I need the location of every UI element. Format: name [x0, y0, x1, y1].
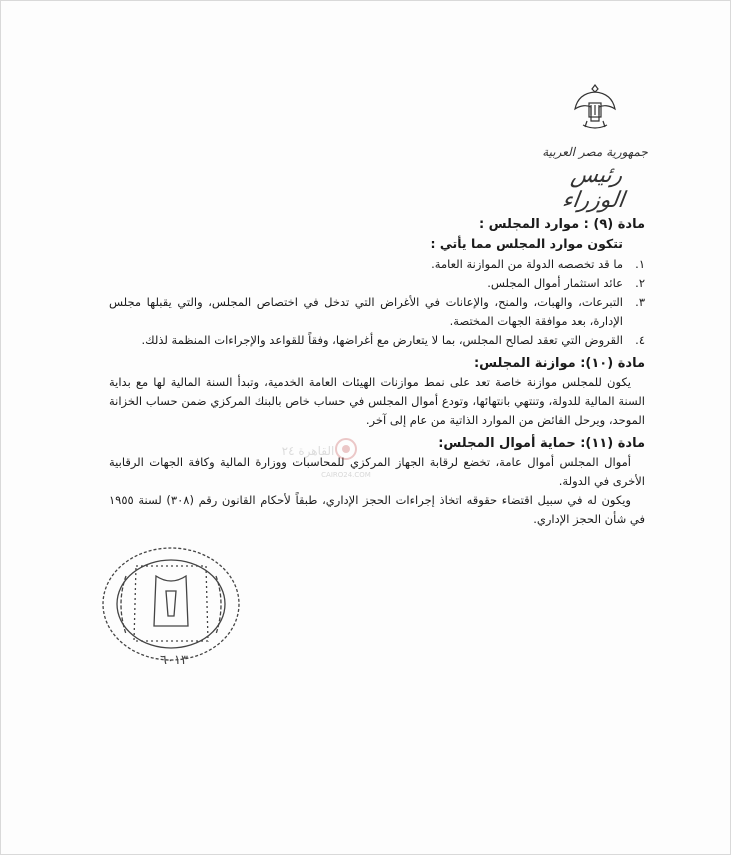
- list-item-number: ٤.: [635, 333, 645, 347]
- article-9-title: مادة (٩) : موارد المجلس :: [478, 217, 645, 232]
- list-item-number: ١.: [635, 257, 645, 271]
- letterhead: [540, 81, 650, 213]
- article-11-paragraph-2: ويكون له في سبيل اقتضاء حقوقه اتخاذ إجراءات الحجز الإداري، طبقاً لأحكام القانون رقم (٣٠٨) لسنة ١٩٥٥ في شأن الحجز الإداري.: [109, 493, 645, 526]
- seal-number: ٦٠١٣: [160, 653, 188, 668]
- list-item-number: ٣.: [635, 295, 645, 309]
- list-item-number: ٢.: [635, 276, 645, 290]
- article-9-subtitle: تتكون موارد المجلس مما يأتي :: [430, 236, 623, 251]
- list-item: [109, 331, 645, 350]
- list-item: [109, 274, 645, 293]
- article-10-paragraph: يكون للمجلس موازنة خاصة تعد على نمط موازنات الهيئات العامة الخدمية، وتبدأ السنة المالية لها مع بداية السنة المالية للدولة، وتنتهي بانتهائها، وتودع أموال المجلس في حساب خاص بالبنك المركزي ضمن حساب الخزانة الموحد، ويرحل الفائض من الموارد الذاتية من عام إلى آخر.: [109, 375, 645, 427]
- list-item-text: عائد استثمار أموال المجلس.: [487, 276, 623, 290]
- list-item: [109, 293, 645, 331]
- letterhead-country: جمهورية مصر العربية: [542, 145, 648, 159]
- article-11-title: مادة (١١): حماية أموال المجلس:: [438, 436, 645, 451]
- article-11-paragraph-1: أموال المجلس أموال عامة، تخضع لرقابة الجهاز المركزي للمحاسبات ووزارة المالية وكافة الجهات الرقابية الأخرى في الدولة.: [109, 455, 645, 488]
- list-item-text: القروض التي تعقد لصالح المجلس، بما لا يتعارض مع أغراضها، وفقاً للقواعد والإجراءات المنظمة لذلك.: [141, 333, 623, 347]
- watermark-brand: القاهرة ٢٤: [281, 444, 335, 458]
- article-10-title: مادة (١٠): موازنة المجلس:: [473, 356, 645, 371]
- list-item: [109, 255, 645, 274]
- official-seal-icon: [96, 546, 246, 671]
- list-item-text: التبرعات، والهبات، والمنح، والإعانات في الأغراض التي تدخل في اختصاص المجلس، والتي يقبلها مجلس الإدارة، بعد موافقة الجهات المختصة.: [109, 295, 623, 328]
- watermark-logo-icon: [281, 431, 406, 481]
- eagle-emblem-icon: [573, 81, 617, 133]
- article-9-list: [109, 255, 645, 350]
- watermark: [281, 431, 406, 485]
- watermark-sub: CAIRO24.COM: [321, 471, 371, 479]
- letterhead-office: رئيس الوزراء: [560, 163, 626, 213]
- list-item-text: ما قد تخصصه الدولة من الموازنة العامة.: [431, 257, 623, 271]
